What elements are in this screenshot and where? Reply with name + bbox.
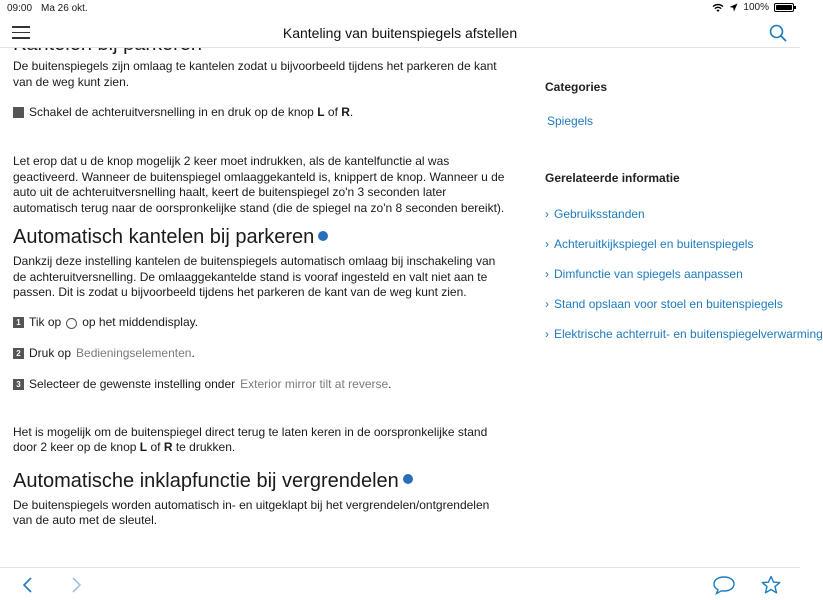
related-heading: Gerelateerde informatie xyxy=(545,171,680,185)
step-text: op het middendisplay. xyxy=(82,314,199,329)
star-icon[interactable] xyxy=(760,575,782,595)
instruction-step: 3 Selecteer de gewenste instelling onder Exterior mirror tilt at reverse. xyxy=(13,377,508,392)
related-link[interactable]: › Achteruitkijkspiegel en buitenspiegels xyxy=(545,237,754,251)
chevron-right-icon: › xyxy=(545,327,549,341)
step-number: 2 xyxy=(13,348,24,359)
bullet-square-icon xyxy=(13,107,24,118)
nav-bar xyxy=(0,18,800,48)
chevron-right-icon: › xyxy=(545,207,549,221)
status-bar xyxy=(0,0,800,18)
location-arrow-icon xyxy=(729,3,738,12)
section-note: Het is mogelijk om de buitenspiegel direct terug te laten keren in de oorspronkelijke stand door 2 keer op de knop L of R te drukken. xyxy=(13,424,488,454)
status-date: Ma 26 okt. xyxy=(41,3,88,14)
status-time: 09:00 xyxy=(7,3,33,14)
related-link[interactable]: › Dimfunctie van spiegels aanpassen xyxy=(545,267,743,281)
instruction-step: 2 Druk op Bedieningselementen. xyxy=(13,346,508,361)
section-intro: De buitenspiegels zijn omlaag te kantelen zodat u bijvoorbeeld tijdens het parkeren de kant van de weg kunt zien. xyxy=(13,59,497,89)
battery-percent: 100% xyxy=(743,2,769,13)
step-text: Druk op xyxy=(29,345,72,360)
search-icon[interactable] xyxy=(768,23,788,43)
related-link[interactable]: › Stand opslaan voor stoel en buitenspiegels xyxy=(545,297,783,311)
battery-icon xyxy=(774,3,794,12)
article-content[interactable] xyxy=(0,49,520,567)
section-intro: Dankzij deze instelling kantelen de buitenspiegels automatisch omlaag bij inschakeling van de achteruitversnelling. De omlaaggekantelde stand is vooraf ingesteld en valt niet aan te passen. Dit is zodat u bijvoorbeeld tijdens het parkeren de kant van de weg kunt zien. xyxy=(13,254,496,299)
section-intro: De buitenspiegels worden automatisch in- en uitgeklapt bij het vergrendelen/ontgrendelen van de auto met de sleutel. xyxy=(13,497,490,527)
forward-chevron-icon[interactable] xyxy=(66,575,86,595)
category-link-spiegels[interactable]: Spiegels xyxy=(547,114,594,128)
step-text: Selecteer de gewenste instelling onder xyxy=(29,376,236,391)
step-text: Schakel de achteruitversnelling in en druk op de knop L of R. xyxy=(29,105,354,119)
chevron-right-icon: › xyxy=(545,237,549,251)
sidebar xyxy=(545,49,823,341)
speech-bubble-icon[interactable] xyxy=(712,575,736,595)
step-number: 3 xyxy=(13,379,24,390)
related-link[interactable]: › Elektrische achterruit- en buitenspiegelverwarming xyxy=(545,327,823,341)
instruction-step xyxy=(13,315,508,330)
section-heading xyxy=(13,224,508,250)
gear-icon xyxy=(66,318,77,329)
wifi-icon xyxy=(712,3,724,13)
section-heading-text: Automatisch kantelen bij parkeren xyxy=(13,226,315,248)
chevron-right-icon: › xyxy=(545,297,549,311)
page-title: Kanteling van buitenspiegels afstellen xyxy=(282,25,518,41)
ui-element-name: Bedieningselementen xyxy=(76,345,192,360)
back-chevron-icon[interactable] xyxy=(18,575,38,595)
bottom-toolbar xyxy=(0,567,800,600)
section-note: Let erop dat u de knop mogelijk 2 keer moet indrukken, als de kantelfunctie al was geactiveerd. Wanneer de buitenspiegel omlaaggekanteld is, knippert de knop. Wanneer u de auto uit de achteruitversnelling haalt, keert de buitenspiegel zo'n 3 seconden later automatisch terug naar de oorspronkelijke stand (die de spiegel na zo'n 8 seconden bereikt). xyxy=(13,154,505,215)
categories-heading: Categories xyxy=(545,80,608,94)
ui-element-name: Exterior mirror tilt at reverse xyxy=(240,376,389,391)
step-text: Tik op xyxy=(29,314,62,329)
step-number: 1 xyxy=(13,317,24,328)
instruction-step xyxy=(13,105,508,120)
info-dot-icon[interactable] xyxy=(318,231,328,241)
section-heading xyxy=(13,468,508,494)
info-dot-icon[interactable] xyxy=(403,474,413,484)
chevron-right-icon: › xyxy=(545,267,549,281)
status-right xyxy=(712,2,794,13)
related-link[interactable]: › Gebruiksstanden xyxy=(545,207,645,221)
section-heading-text: Automatische inklapfunctie bij vergrendelen xyxy=(13,469,399,492)
